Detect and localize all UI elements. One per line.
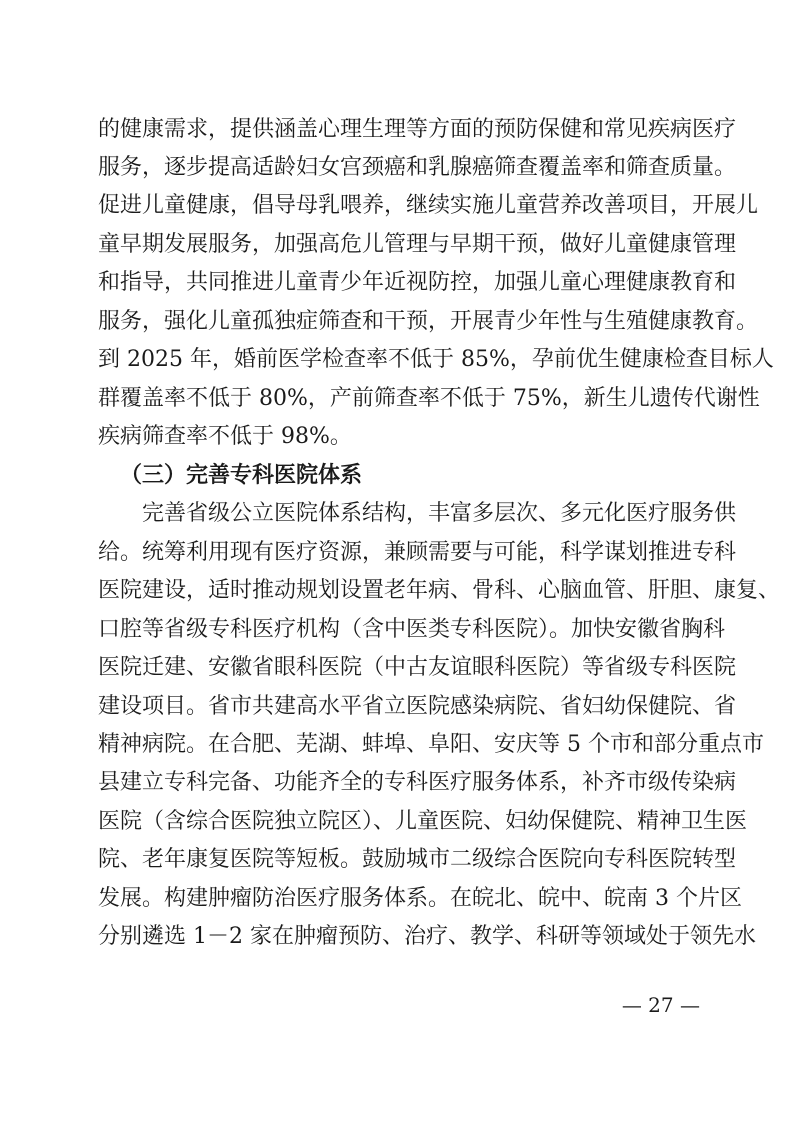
paragraph-line: 县建立专科完备、功能齐全的专科医疗服务体系，补齐市级传染病 [98, 770, 737, 795]
paragraph-line: 分别遴选 1－2 家在肿瘤预防、治疗、教学、科研等领域处于领先水 [98, 924, 756, 949]
paragraph-line: 精神病院。在合肥、芜湖、蚌埠、阜阳、安庆等 5 个市和部分重点市 [98, 732, 764, 757]
paragraph-line: 促进儿童健康，倡导母乳喂养，继续实施儿童营养改善项目，开展儿 [98, 193, 759, 218]
paragraph-line: 疾病筛查率不低于 98%。 [98, 424, 352, 449]
paragraph-line: 服务，强化儿童孤独症筛查和干预，开展青少年性与生殖健康教育。 [98, 309, 759, 334]
paragraph-line: 医院迁建、安徽省眼科医院（中古友谊眼科医院）等省级专科医院 [98, 655, 737, 680]
paragraph-line: 口腔等省级专科医疗机构（含中医类专科医院）。加快安徽省胸科 [98, 617, 726, 642]
paragraph-line: 医院（含综合医院独立院区）、儿童医院、妇幼保健院、精神卫生医 [98, 809, 748, 834]
paragraph-line: 的健康需求，提供涵盖心理生理等方面的预防保健和常见疾病医疗 [98, 117, 737, 142]
paragraph-line: 服务，逐步提高适龄妇女宫颈癌和乳腺癌筛查覆盖率和筛查质量。 [98, 155, 737, 180]
paragraph-line: 建设项目。省市共建高水平省立医院感染病院、省妇幼保健院、省 [98, 694, 737, 719]
section-heading: （三）完善专科医院体系 [120, 463, 363, 488]
paragraph-line: 发展。构建肿瘤防治医疗服务体系。在皖北、皖中、皖南 3 个片区 [98, 886, 742, 911]
paragraph-line: 院、老年康复医院等短板。鼓励城市二级综合医院向专科医院转型 [98, 847, 737, 872]
paragraph-line: 童早期发展服务，加强高危儿管理与早期干预，做好儿童健康管理 [98, 232, 737, 257]
paragraph-line: 到 2025 年，婚前医学检查率不低于 85%，孕前优生健康检查目标人 [98, 347, 774, 372]
paragraph-line: 给。统筹利用现有医疗资源，兼顾需要与可能，科学谋划推进专科 [98, 540, 737, 565]
paragraph-line: 完善省级公立医院体系结构，丰富多层次、多元化医疗服务供 [142, 501, 737, 526]
paragraph-line: 群覆盖率不低于 80%，产前筛查率不低于 75%，新生儿遗传代谢性 [98, 386, 760, 411]
page-number: — 27 — [621, 993, 700, 1017]
paragraph-line: 和指导，共同推进儿童青少年近视防控，加强儿童心理健康教育和 [98, 270, 737, 295]
paragraph-line: 医院建设，适时推动规划设置老年病、骨科、心脑血管、肝胆、康复、 [98, 578, 781, 603]
